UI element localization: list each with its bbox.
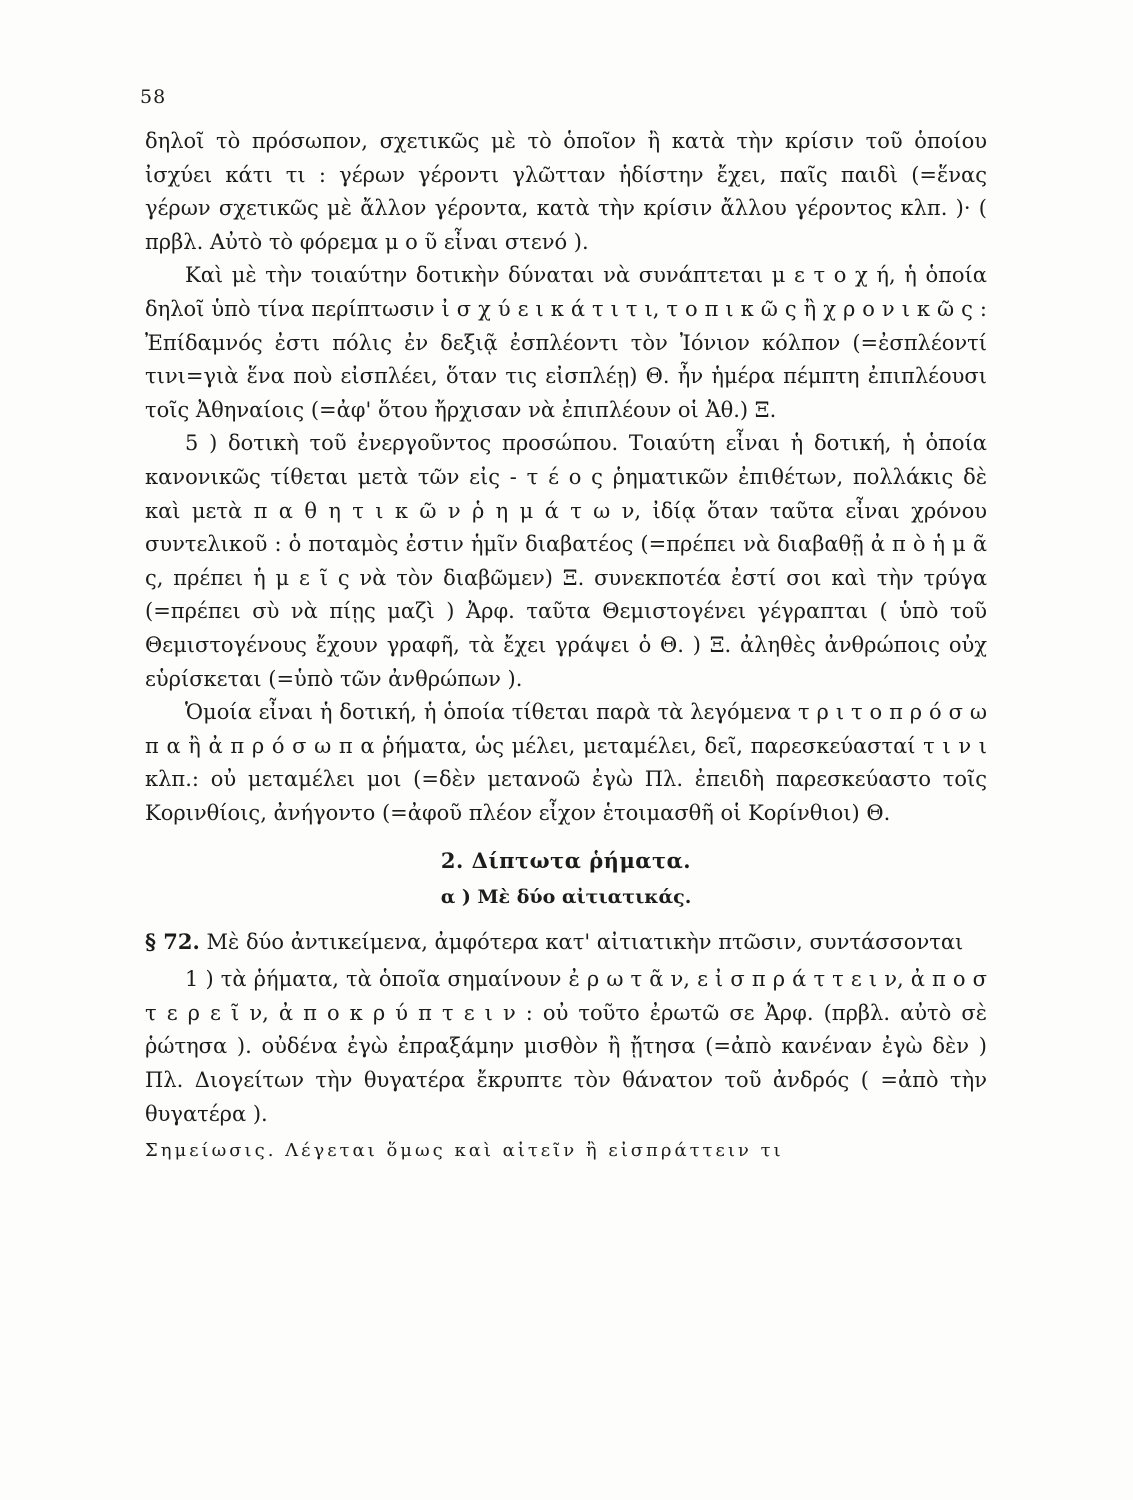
item-1: 1 ) τὰ ῥήματα, τὰ ὁποῖα σημαίνουν ἐ ρ ω τ ᾶ ν, ε ἰ σ π ρ ά τ τ ε ι ν, ἀ π ο σ τ ε ρ ε ῖ ν, ἀ π ο κ ρ ύ π τ ε ι ν : οὐ τοῦτο ἐρωτῶ σε Ἀρφ. (πρβλ. αὐτὸ σὲ ῥώτησα ). οὐδένα ἐγὼ ἐπραξάμην μισθὸν ἢ ᾔτησα (=ἀπὸ κανέναν ἐγὼ δὲν ) Πλ. Διογείτων τὴν θυγατέρα ἔκρυπτε τὸν θάνατον τοῦ ἀνδρός ( =ἀπὸ τὴν θυγατέρα ). <box>145 967 987 1126</box>
subsection-heading: α ) Μὲ δύο αἰτιατικάς. <box>440 886 692 909</box>
page-number: 58 <box>140 86 167 108</box>
paragraph-2: Καὶ μὲ τὴν τοιαύτην δοτικὴν δύναται νὰ συνάπτεται μ ε τ ο χ ή, ἡ ὁποία δηλοῖ ὑπὸ τίνα περίπτωσιν ἰ σ χ ύ ε ι κ ά τ ι τ ι, τ ο π ι κ ῶ ς ἢ χ ρ ο ν ι κ ῶ ς : Ἐπίδαμνός ἐστι πόλις ἐν δεξιᾷ ἐσπλέοντι τὸν Ἰόνιον κόλπον (=ἐσπλέοντί τινι=γιὰ ἕνα ποὺ εἰσπλέει, ὅταν τις εἰσπλέῃ) Θ. ἦν ἡμέρα πέμπτη ἐπιπλέουσι τοῖς Ἀθηναίοις (=ἀφ' ὅτου ἤρχισαν νὰ ἐπιπλέουν οἱ Ἀθ.) Ξ. <box>145 263 987 422</box>
section-72 <box>145 925 987 960</box>
paragraph-3: 5 ) δοτικὴ τοῦ ἐνεργοῦντος προσώπου. Τοιαύτη εἶναι ἡ δοτική, ἡ ὁποία κανονικῶς τίθεται μετὰ τῶν εἰς - τ έ ο ς ῥηματικῶν ἐπιθέτων, πολλάκις δὲ καὶ μετὰ π α θ η τ ι κ ῶ ν ῥ η μ ά τ ω ν, ἰδίᾳ ὅταν ταῦτα εἶναι χρόνου συντελικοῦ : ὁ ποταμὸς ἐστιν ἡμῖν διαβατέος (=πρέπει νὰ διαβαθῇ ἀ π ὸ ἡ μ ᾶ ς, πρέπει ἡ μ ε ῖ ς νὰ τὸν διαβῶμεν) Ξ. συνεκποτέα ἐστί σοι καὶ τὴν τρύγα (=πρέπει σὺ νὰ πίῃς μαζὶ ) Ἀρφ. ταῦτα Θεμιστογένει γέγραπται ( ὑπὸ τοῦ Θεμιστογένους ἔχουν γραφῆ, τὰ ἔχει γράψει ὁ Θ. ) Ξ. ἀληθὲς ἀνθρώποις οὐχ εὑρίσκεται (=ὑπὸ τῶν ἀνθρώπων ). <box>145 431 987 691</box>
body-text <box>145 125 987 1165</box>
section-text: Μὲ δύο ἀντικείμενα, ἀμφότερα κατ' αἰτιατικὴν πτῶσιν, συντάσσονται <box>206 929 964 954</box>
section-heading: 2. Δίπτωτα ῥήματα. <box>440 848 692 874</box>
paragraph-4: Ὁμοία εἶναι ἡ δοτική, ἡ ὁποία τίθεται παρὰ τὰ λεγόμενα τ ρ ι τ ο π ρ ό σ ω π α ἢ ἀ π ρ ό σ ω π α ῥήματα, ὡς μέλει, μεταμέλει, δεῖ, παρεσκεύασταί τ ι ν ι κλπ.: οὐ μεταμέλει μοι (=δὲν μετανοῶ ἐγὼ Πλ. ἐπειδὴ παρεσκεύαστο τοῖς Κορινθίοις, ἀνήγοντο (=ἀφοῦ πλέον εἶχον ἑτοιμασθῆ οἱ Κορίνθιοι) Θ. <box>145 700 987 825</box>
note: Σημείωσις. Λέγεται ὅμως καὶ αἰτεῖν ἢ εἰσπράττειν τι <box>145 1140 784 1162</box>
paragraph-1: δηλοῖ τὸ πρόσωπον, σχετικῶς μὲ τὸ ὁποῖον ἢ κατὰ τὴν κρίσιν τοῦ ὁποίου ἰσχύει κάτι τι : γέρων γέροντι γλῶτταν ἡδίστην ἔχει, παῖς παιδὶ (=ἕνας γέρων σχετικῶς μὲ ἄλλον γέροντα, κατὰ τὴν κρίσιν ἄλλου γέροντος κλπ. )· ( πρβλ. Αὐτὸ τὸ φόρεμα μ ο ῦ εἶναι στενό ). <box>145 129 987 254</box>
section-label: § 72. <box>145 928 200 954</box>
